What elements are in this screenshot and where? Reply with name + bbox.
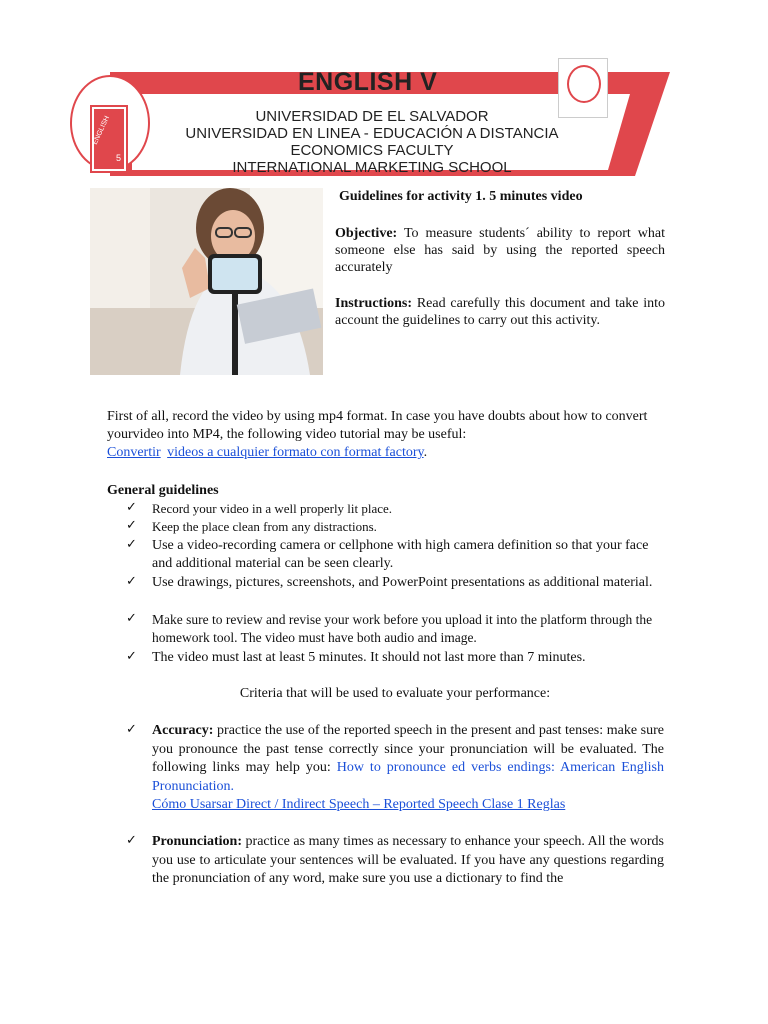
check-icon: ✓ [126, 518, 137, 533]
check-icon: ✓ [126, 722, 137, 737]
ed-endings-link[interactable]: How to pronounce ed verbs endings: American English Pronunciation. [152, 760, 665, 794]
check-icon: ✓ [126, 500, 137, 515]
university-seal [558, 58, 608, 118]
book-icon: ENGLISH 5 [92, 107, 126, 171]
guidelines-list: ✓ Record your video in a well properly lit place. ✓ Keep the place clean from any distractions. ✓ Use a video-recording camera or cellphone with high camera definition so that your face and additional material can be seen clearly. ✓ Use drawings, pictures, screenshots, and PowerPoint presentations as additional material. ✓ Make sure to review and revise your work before you upload it into the platform through the homework tool. The video must have both audio and image. ✓ The video must last at least 5 minutes. It should not last more than 7 minutes. [126, 500, 653, 665]
activity-heading: Guidelines for activity 1. 5 minutes video [339, 189, 583, 204]
faculty-name: ECONOMICS FACULTY [290, 142, 454, 159]
check-icon: ✓ [126, 833, 137, 848]
instructions-paragraph: Instructions: Read carefully this document and take into account the guidelines to carry out this activity. [335, 296, 666, 328]
check-icon: ✓ [126, 574, 137, 589]
school-name: INTERNATIONAL MARKETING SCHOOL [232, 159, 512, 176]
format-factory-link[interactable]: videos a cualquier formato con format factory [167, 445, 424, 460]
format-paragraph: First of all, record the video by using mp4 format. In case you have doubts about how to convert yourvideo into MP4, the following video tutorial may be useful: Convertir videos a cualquier formato con format factory. [107, 409, 648, 460]
check-icon: ✓ [126, 611, 137, 626]
faculty-logo [70, 75, 150, 171]
photo-illustration [90, 188, 323, 375]
course-title: ENGLISH V [298, 68, 438, 96]
check-icon: ✓ [126, 649, 137, 664]
woman-recording-photo [90, 188, 323, 375]
accuracy-item: ✓ Accuracy: practice the use of the reported speech in the present and past tenses: make sure you pronounce the past tense correctly since your pronunciation will be evaluated. The following links may help you: How to pronounce ed verbs endings: American English Pronunciation. Cómo Usarsar Direct / Indirect Speech – Reported Speech Clase 1 Reglas [126, 722, 665, 812]
check-icon: ✓ [126, 537, 137, 552]
university-name: UNIVERSIDAD DE EL SALVADOR [255, 108, 489, 125]
seal-icon [567, 65, 601, 103]
criteria-heading: Criteria that will be used to evaluate your performance: [239, 686, 551, 701]
pronunciation-item: ✓ Pronunciation: practice as many times as necessary to enhance your speech. All the words you use to articulate your sentences will be evaluated. If you have any questions regarding the pronunciation of any word, make sure you use a dictionary to find the [126, 833, 664, 886]
header-banner [70, 58, 670, 183]
objective-paragraph: Objective: To measure students´ ability to report what someone else has said by using the reported speech accurately [335, 226, 665, 275]
convertir-link[interactable]: Convertir [107, 445, 161, 460]
reported-speech-link[interactable]: Cómo Usarsar Direct / Indirect Speech – Reported Speech Clase 1 Reglas [152, 797, 566, 812]
general-guidelines-heading: General guidelines [107, 483, 219, 498]
online-university: UNIVERSIDAD EN LINEA - EDUCACIÓN A DISTANCIA [185, 125, 559, 142]
